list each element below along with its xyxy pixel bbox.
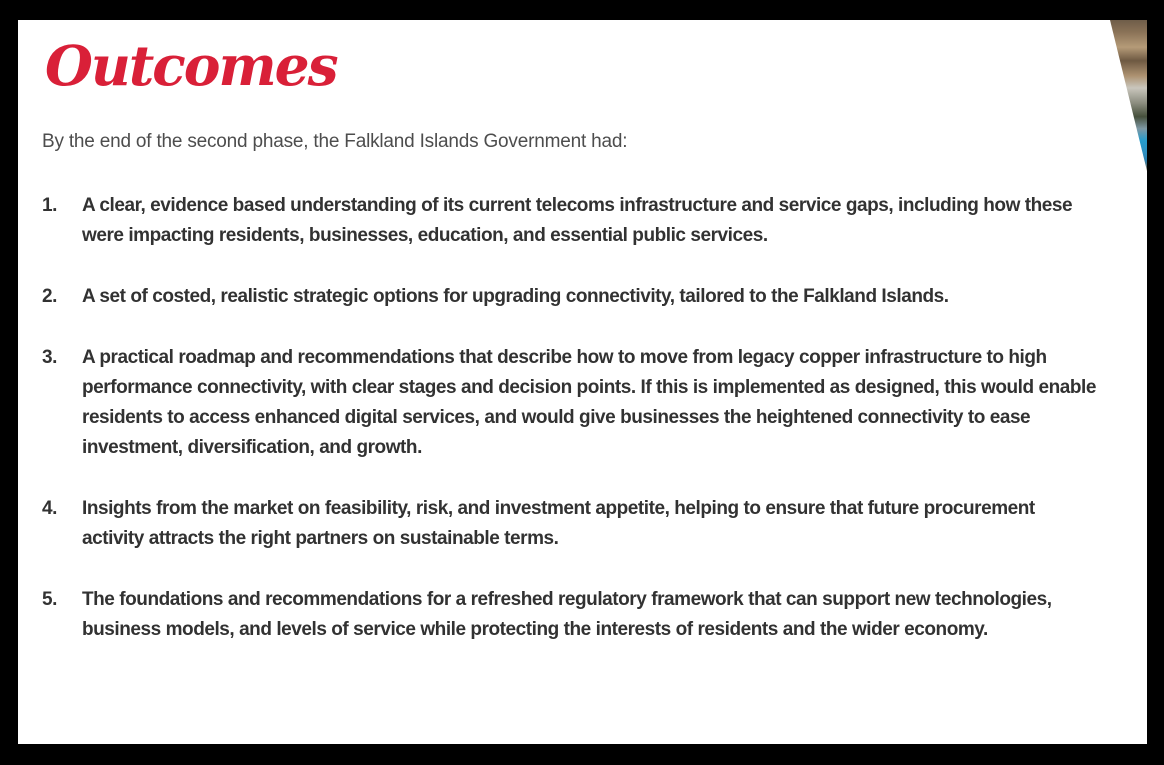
list-item xyxy=(42,494,1147,554)
list-item-number: 3. xyxy=(42,347,57,368)
list-item-text: A practical roadmap and recommendations that describe how to move from legacy copper infrastructure to high performance connectivity, with clear stages and decision points. If this is implemented as designed, this would enable residents to access enhanced digital services, and would give businesses the heightened connectivity to ease investment, diversification, and growth. xyxy=(82,347,1096,458)
list-item xyxy=(42,191,1147,251)
list-item-number: 5. xyxy=(42,589,57,610)
list-item-number: 4. xyxy=(42,498,57,519)
list-item xyxy=(42,343,1147,463)
outcomes-list xyxy=(42,191,1147,645)
list-item-text: The foundations and recommendations for a refreshed regulatory framework that can support new technologies, business models, and levels of service while protecting the interests of residents and the wider economy. xyxy=(82,589,1052,640)
list-item xyxy=(42,585,1147,645)
document-page xyxy=(18,20,1147,744)
list-item-text: Insights from the market on feasibility, risk, and investment appetite, helping to ensure that future procurement activity attracts the right partners on sustainable terms. xyxy=(82,498,1035,549)
list-item-number: 2. xyxy=(42,286,57,307)
list-item xyxy=(42,282,1147,312)
list-item-text: A set of costed, realistic strategic options for upgrading connectivity, tailored to the Falkland Islands. xyxy=(82,286,949,307)
list-item-text: A clear, evidence based understanding of its current telecoms infrastructure and service gaps, including how these were impacting residents, businesses, education, and essential public services. xyxy=(82,195,1073,246)
intro-text: By the end of the second phase, the Falkland Islands Government had: xyxy=(42,131,628,152)
list-item-number: 1. xyxy=(42,195,57,216)
page-title: Outcomes xyxy=(45,33,337,98)
